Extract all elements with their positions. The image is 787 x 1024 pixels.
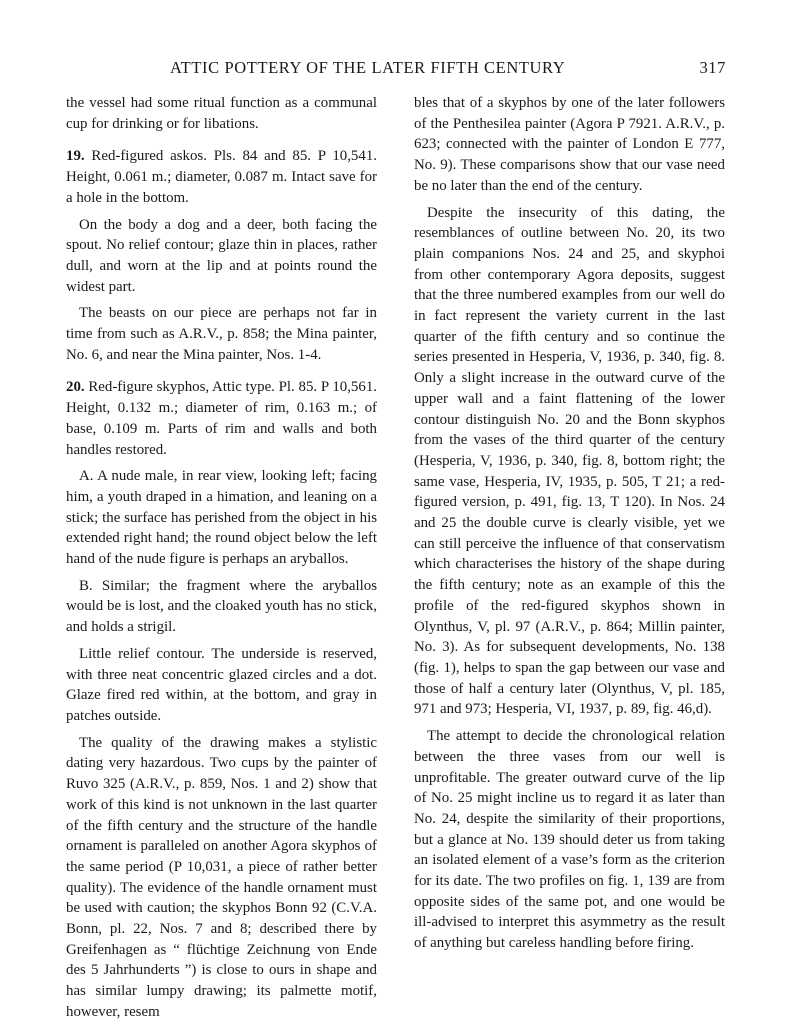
entry-description: Red-figured askos. Pls. 84 and 85. P 10,541. Height, 0.061 m.; diameter, 0.087 m. Intact save for a hole in the bottom. [66,148,377,206]
running-title: ATTIC POTTERY OF THE LATER FIFTH CENTURY [170,58,566,77]
paragraph: Despite the insecurity of this dating, the resemblances of outline between No. 20, its two plain companions Nos. 24 and 25, and skyphoi from other contemporary Agora deposits, suggest that the three numbered examples from our well do in fact represent the variety current in the last quarter of the fifth century and so continue the series presented in Hesperia, V, 1936, p. 340, fig. 8. Only a slight increase in the outward curve of the upper wall and a faint flattening of the lower contour distinguish No. 20 and the Bonn skyphos from the vases of the third quarter of the century (Hesperia, V, 1936, p. 340, fig. 8, bottom right; the same vase, Hesperia, IV, 1935, p. 505, T 21; a red-figured version, p. 491, fig. 13, T 120). In Nos. 24 and 25 the double curve is clearly visible, yet we can still perceive the influence of that conservatism which characterises the history of the shape during the fifth century; note as an example of this the profile of the red-figured skyphos shown in Olynthus, V, pl. 97 (A.R.V., p. 864; Millin painter, No. 3). As for subsequent developments, No. 138 (fig. 1), helps to span the gap between our vase and those of half a century later (Olynthus, V, pl. 185, 971 and 973; Hesperia, VI, 1937, p. 89, fig. 46,d). [414,204,725,718]
paragraph: A. A nude male, in rear view, looking left; facing him, a youth draped in a himation, and leaning on a stick; the surface has perished from the object in his extended right hand; the round object below the left hand of the nude figure is perhaps an aryballos. [66,468,377,568]
paragraph: The attempt to decide the chronological relation between the three vases from our well is unprofitable. The greater outward curve of the lip of No. 25 might incline us to regard it as later than No. 24, despite the similarity of their proportions, but a glance at No. 139 should deter us from taking an isolated element of a vase’s form as the criterion for its date. The two profiles on fig. 1, 139 are from opposite sides of the same pot, and one would be ill-advised to interpret this asymmetry as the result of anything but careless handling before firing. [414,728,725,952]
continued-paragraph: bles that of a skyphos by one of the later followers of the Penthesilea painter (Agora P 7921. A.R.V., p. 623; connected with the painter of London E 777, No. 9). These comparisons show that our vase need be no later than the end of the century. [414,95,725,194]
continued-paragraph: the vessel had some ritual function as a communal cup for drinking or for libations. [66,95,377,132]
page-number: 317 [699,58,726,77]
right-column [414,93,725,954]
left-column [66,93,377,1023]
catalogue-entry-19 [66,146,377,208]
paragraph: On the body a dog and a deer, both facing the spout. No relief contour; glaze thin in places, rather dull, and worn at the lip and at points round the widest part. [66,216,377,295]
entry-number: 20. [66,379,85,396]
paragraph: B. Similar; the fragment where the aryballos would be is lost, and the cloaked youth has no stick, and holds a strigil. [66,577,377,636]
paragraph: Little relief contour. The underside is reserved, with three neat concentric glazed circles and a dot. Glaze fired red within, at the bottom, and gray in patches outside. [66,645,377,724]
paragraph: The quality of the drawing makes a stylistic dating very hazardous. Two cups by the painter of Ruvo 325 (A.R.V., p. 859, Nos. 1 and 2) show that work of this kind is not unknown in the last quarter of the fifth century and the structure of the handle ornament is paralleled on another Agora skyphos of the same period (P 10,031, a piece of rather better quality). The evidence of the handle ornament must be used with caution; the skyphos Bonn 92 (C.V.A. Bonn, pl. 22, Nos. 7 and 8; described there by Greifenhagen as “ flüchtige Zeichnung von Ende des 5 Jahrhunderts ”) is close to ours in shape and has similar lumpy drawing; its palmette motif, however, resem [66,734,377,1020]
catalogue-entry-20 [66,377,377,460]
entry-description: Red-figure skyphos, Attic type. Pl. 85. P 10,561. Height, 0.132 m.; diameter of rim, 0.163 m.; of base, 0.109 m. Parts of rim and walls and both handles restored. [66,379,377,458]
paragraph: The beasts on our piece are perhaps not far in time from such as A.R.V., p. 858; the Mina painter, No. 6, and near the Mina painter, Nos. 1-4. [66,305,377,363]
entry-number: 19. [66,148,85,165]
running-header [66,58,726,82]
